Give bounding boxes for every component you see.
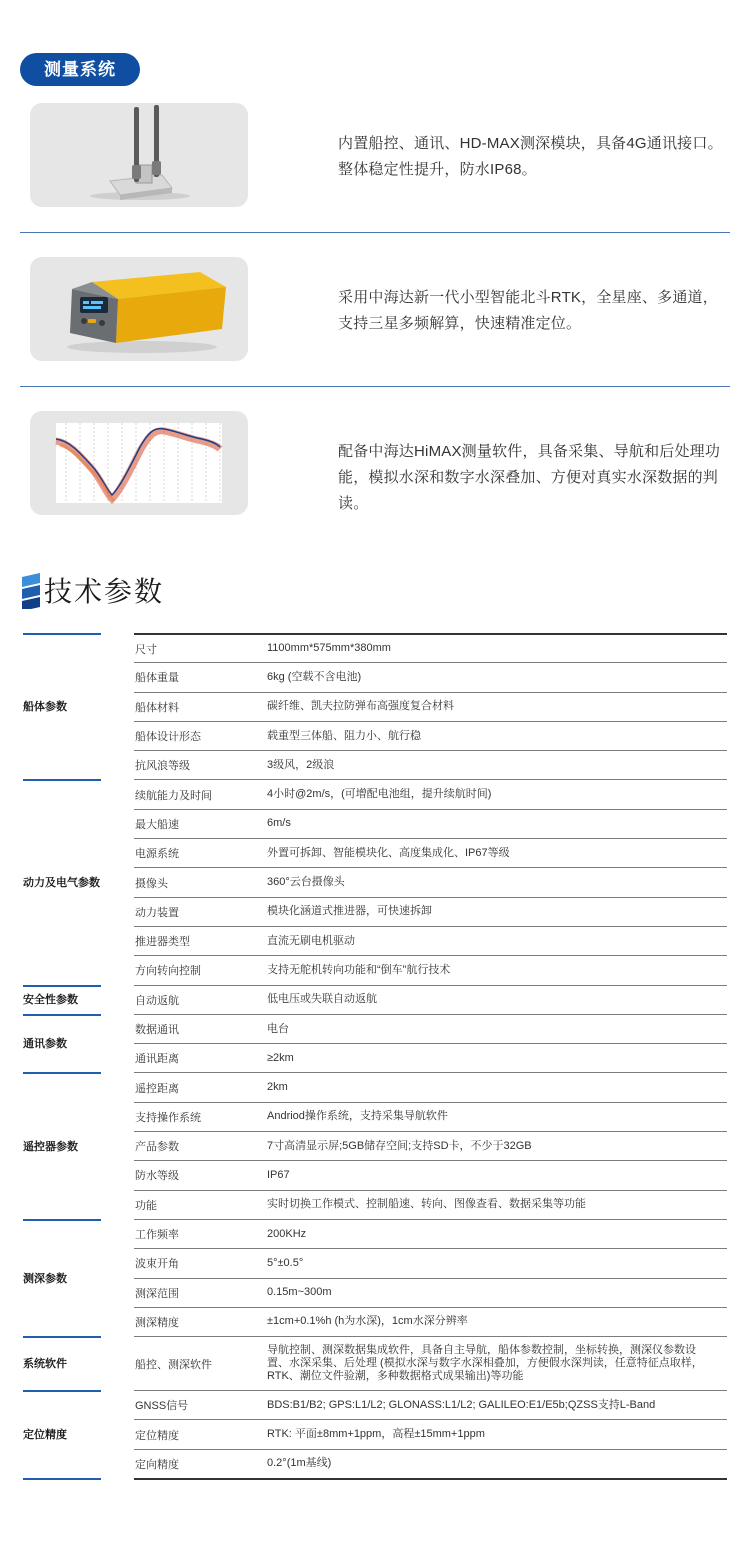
- table-row: 尺寸 1100mm*575mm*380mm: [134, 633, 727, 662]
- table-row: 方向转向控制 支持无舵机转向功能和“倒车”航行技术: [134, 955, 727, 984]
- antenna-device-image: [30, 103, 248, 207]
- spec-category: 系统软件: [23, 1336, 101, 1390]
- spec-group: [0, 633, 750, 779]
- spec-group: [0, 779, 750, 984]
- table-row: 支持操作系统 Andriod操作系统，支持采集导航软件: [134, 1102, 727, 1131]
- table-row: 最大船速 6m/s: [134, 809, 727, 838]
- table-row: 电源系统 外置可拆卸、智能模块化、高度集成化、IP67等级: [134, 838, 727, 867]
- table-row: 防水等级 IP67: [134, 1160, 727, 1189]
- table-row: 推进器类型 直流无刷电机驱动: [134, 926, 727, 955]
- table-row: 船体材料 碳纤维、凯夫拉防弹布高强度复合材料: [134, 692, 727, 721]
- table-row: 工作频率 200KHz: [134, 1219, 727, 1248]
- table-row: 定位精度 RTK: 平面±8mm+1ppm，高程±15mm+1ppm: [134, 1419, 727, 1448]
- feature-description: 配备中海达HiMAX测量软件，具备采集、导航和后处理功能，模拟水深和数字水深叠加、方便对真实水深数据的判读。: [338, 443, 721, 512]
- section-badge: 测量系统: [20, 53, 140, 86]
- sonar-chart-image: [30, 411, 248, 515]
- table-row: 定向精度 0.2°(1m基线): [134, 1449, 727, 1478]
- spec-category: 安全性参数: [23, 985, 101, 1014]
- spec-group: [0, 1336, 750, 1390]
- table-row: 抗风浪等级 3级风，2级浪: [134, 750, 727, 779]
- table-footer: [0, 1478, 750, 1480]
- table-row: 测深范围 0.15m~300m: [134, 1278, 727, 1307]
- spec-group: [0, 1219, 750, 1336]
- table-row: 自动返航 低电压或失联自动返航: [134, 985, 727, 1014]
- table-row: 动力装置 模块化涵道式推进器，可快速拆卸: [134, 897, 727, 926]
- table-row: 摄像头 360°云台摄像头: [134, 867, 727, 896]
- table-row: 数据通讯 电台: [134, 1014, 727, 1043]
- table-row: 船控、测深软件 导航控制、测深数据集成软件，具备自主导航，船体参数控制，坐标转换，测深仪参数设置、水深采集、后处理 (模拟水深与数字水深相叠加，方便假水深判读，任意特征点取样，RTK、潮位文件验潮，多种数据格式成果输出)等功能: [134, 1336, 727, 1390]
- table-row: 续航能力及时间 4小时@2m/s，(可增配电池组，提升续航时间): [134, 779, 727, 808]
- table-row: 产品参数 7寸高清显示屏;5GB储存空间;支持SD卡，不少于32GB: [134, 1131, 727, 1160]
- spec-category: 动力及电气参数: [23, 779, 101, 984]
- table-row: 功能 实时切换工作模式、控制船速、转向、图像查看、数据采集等功能: [134, 1190, 727, 1219]
- spec-category: 遥控器参数: [23, 1072, 101, 1218]
- table-row: GNSS信号 BDS:B1/B2; GPS:L1/L2; GLONASS:L1/L2; GALILEO:E1/E5b;QZSS支持L-Band: [134, 1390, 727, 1419]
- spec-title: 技术参数: [44, 576, 165, 607]
- spec-group: [0, 1390, 750, 1478]
- heading-mark-icon: [22, 573, 40, 609]
- spec-group: [0, 1014, 750, 1073]
- table-row: 通讯距离 ≥2km: [134, 1043, 727, 1072]
- spec-group: [0, 985, 750, 1014]
- table-row: 波束开角 5°±0.5°: [134, 1248, 727, 1277]
- table-bottom-rule: [134, 1478, 727, 1480]
- divider: [20, 232, 730, 233]
- spec-category: 定位精度: [23, 1390, 101, 1478]
- category-bottom-rule: [23, 1478, 101, 1480]
- feature-description: 采用中海达新一代小型智能北斗RTK，全星座、多通道，支持三星多频解算，快速精准定位。: [338, 289, 718, 332]
- spec-category: 测深参数: [23, 1219, 101, 1336]
- spec-category: 船体参数: [23, 633, 101, 779]
- table-row: 遥控距离 2km: [134, 1072, 727, 1101]
- divider: [20, 386, 730, 387]
- feature-description: 内置船控、通讯、HD-MAX测深模块，具备4G通讯接口。整体稳定性提升，防水IP68。: [338, 135, 723, 178]
- table-row: 船体重量 6kg (空载不含电池): [134, 662, 727, 691]
- table-row: 船体设计形态 载重型三体船、阻力小、航行稳: [134, 721, 727, 750]
- table-row: 测深精度 ±1cm+0.1%h (h为水深)，1cm水深分辨率: [134, 1307, 727, 1336]
- gnss-receiver-image: [30, 257, 248, 361]
- spec-category: 通讯参数: [23, 1014, 101, 1073]
- spec-group: [0, 1072, 750, 1218]
- spec-table: [0, 633, 750, 1480]
